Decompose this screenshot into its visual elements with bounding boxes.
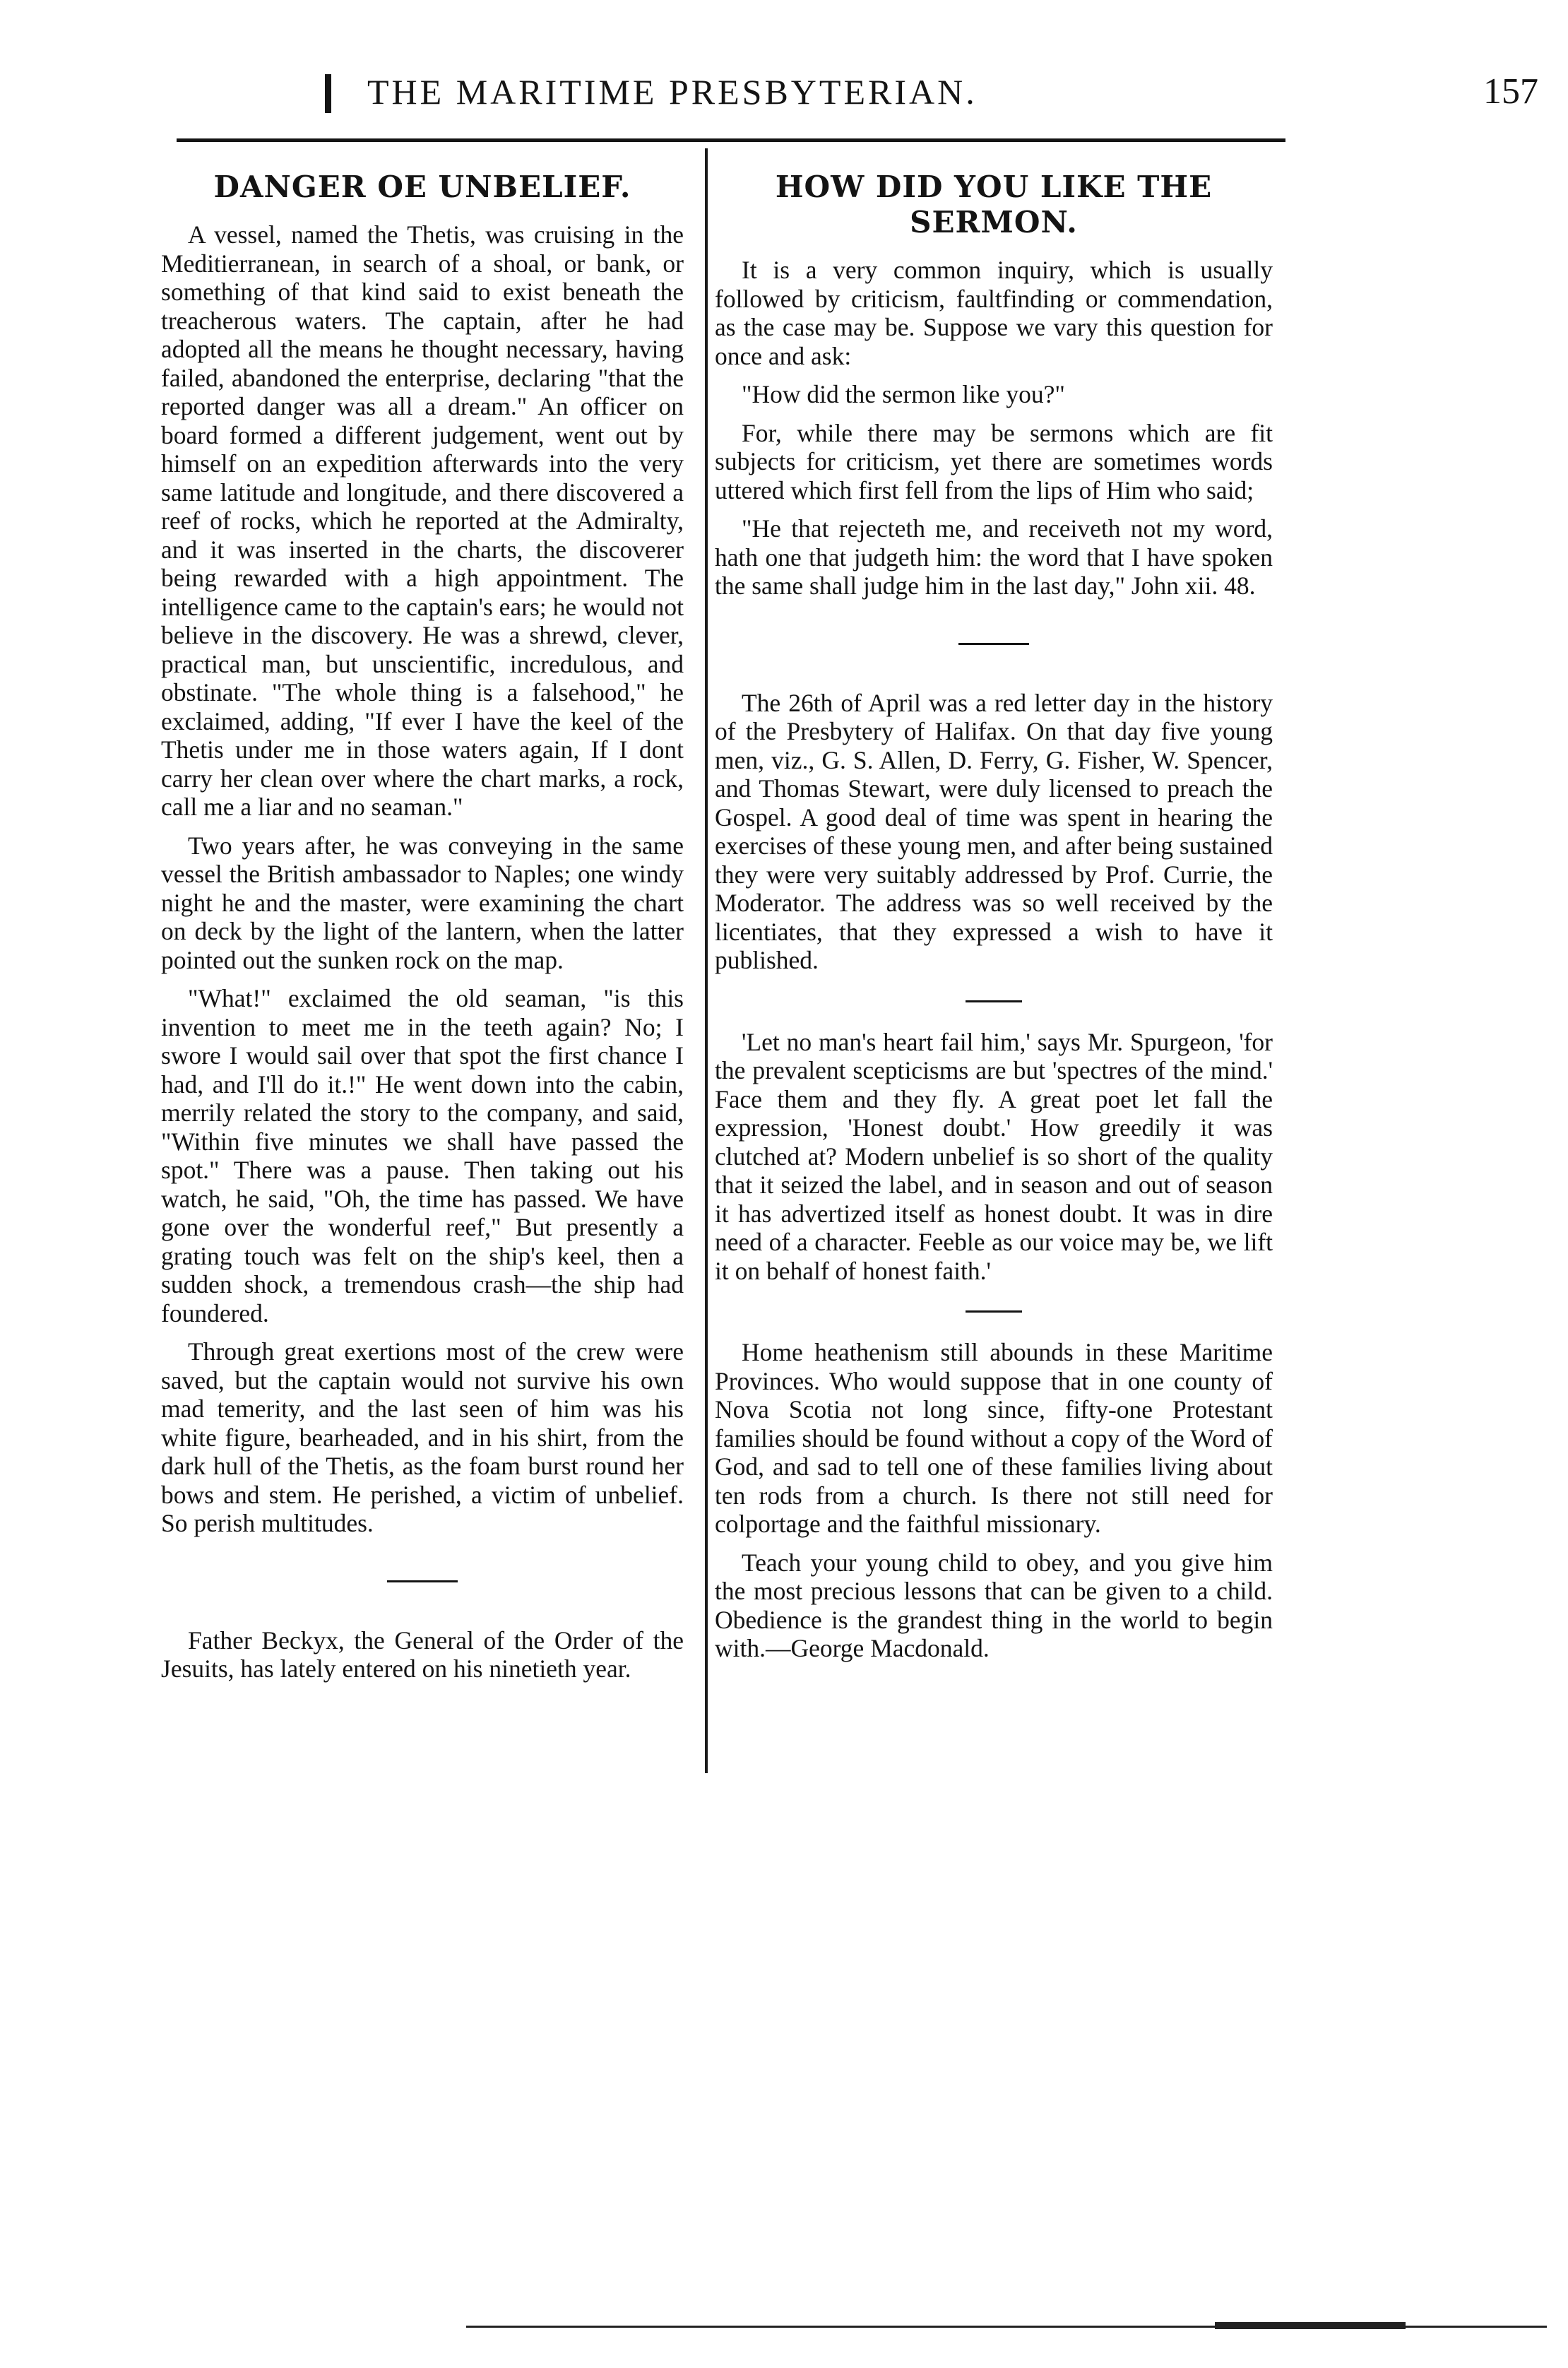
paragraph: 'Let no man's heart fail him,' says Mr. Spurgeon, 'for the prevalent scepticisms are but 'spectres of the mind.' Face them and they fly. A great poet let fall the expression, 'Honest doubt.' How greedily it was clutched at? Modern unbelief is so short of the quality that it seized the label, and in season and out of season it has advertized itself as honest doubt. It was in dire need of a character. Feeble as our voice may be, we lift it on behalf of honest faith.' (715, 1027, 1273, 1285)
paragraph: Teach your young child to obey, and you give him the most precious lessons that can be given to a child. Obedience is the grandest thing in the world to begin with.—George Macdonald. (715, 1548, 1273, 1662)
header-rule (177, 138, 1285, 142)
bottom-rule-thick (1215, 2322, 1406, 2329)
paragraph: "He that rejecteth me, and receiveth not my word, hath one that judgeth him: the word that I have spoken the same shall judge him in the last day," John xii. 48. (715, 514, 1273, 600)
paragraph: Home heathenism still abounds in these Maritime Provinces. Who would suppose that in one county of Nova Scotia not long since, fifty-one Protestant families should be found without a copy of the Word of God, and sad to tell one of these families living about ten rods from a church. Is there not still need for colportage and the faithful missionary. (715, 1338, 1273, 1538)
paragraph: A vessel, named the Thetis, was cruising in the Meditierranean, in search of a shoal, or bank, or something of that kind said to exist beneath the treacherous waters. The captain, after he had adopted all the means he thought necessary, having failed, abandoned the enterprise, declaring "that the reported danger was all a dream." An officer on board formed a different judgement, went out by himself on an expedition afterwards into the very same latitude and longitude, and there discovered a reef of rocks, which he reported at the Admiralty, and it was inserted in the charts, the discoverer being rewarded with a high appointment. The intelligence came to the captain's ears; he would not believe in the discovery. He was a shrewd, clever, practical man, but unscientific, incredulous, and obstinate. "The whole thing is a falsehood," he exclaimed, adding, "If ever I have the keel of the Thetis under me in those waters again, If I dont carry her clean over where the chart marks, a rock, call me a liar and no seaman." (161, 220, 684, 821)
paragraph: The 26th of April was a red letter day in the history of the Presbytery of Halifax. On that day five young men, viz., G. S. Allen, D. Ferry, G. Fisher, W. Spencer, and Thomas Stewart, were duly licensed to preach the Gospel. A good deal of time was spent in hearing the exercises of these young men, and after being sustained they were very suitably addressed by Prof. Currie, the Moderator. The address was so well received by the licentiates, that they expressed a wish to have it published. (715, 688, 1273, 974)
right-column (715, 170, 1273, 1673)
paragraph: Two years after, he was conveying in the same vessel the British ambassador to Naples; one windy night he and the master, were examining the chart on deck by the light of the lantern, when the latter pointed out the sunken rock on the map. (161, 831, 684, 974)
paragraph: "How did the sermon like you?" (742, 380, 1065, 408)
paragraph: Through great exertions most of the crew were saved, but the captain would not survive his own mad temerity, and the last seen of him was his white figure, bearheaded, and in his shirt, from the dark hull of the Thetis, as the foam burst round her bows and stem. He perished, a victim of unbelief. So perish multitudes. (161, 1337, 684, 1537)
section-separator (966, 1310, 1022, 1313)
section-separator (958, 643, 1029, 645)
paragraph: Father Beckyx, the General of the Order of the Jesuits, has lately entered on his ninetieth year. (161, 1626, 684, 1683)
page-number: 157 (1483, 71, 1538, 112)
paragraph: "What!" exclaimed the old seaman, "is this invention to meet me in the teeth again? No; I swore I would sail over that spot the first chance I had, and I'll do it.!" He went down into the cabin, merrily related the story to the company, and said, "Within five minutes we shall have passed the spot." There was a pause. Then taking out his watch, he said, "Oh, the time has passed. We have gone over the wonderful reef," But presently a grating touch was felt on the ship's keel, then a sudden shock, a tremendous crash—the ship had foundered. (161, 984, 684, 1327)
running-title: THE MARITIME PRESBYTERIAN. (367, 72, 978, 112)
page-header (0, 67, 1568, 124)
paragraph: For, while there may be sermons which are fit subjects for criticism, yet there are sometimes words uttered which first fell from the lips of Him who said; (715, 418, 1273, 504)
column-divider (705, 148, 708, 1773)
header-bar (325, 74, 331, 113)
paragraph: It is a very common inquiry, which is usually followed by criticism, faultfinding or commendation, as the case may be. Suppose we vary this question for once and ask: (715, 256, 1273, 370)
left-column (161, 170, 684, 1693)
section-separator (387, 1580, 458, 1582)
section-separator (966, 1000, 1022, 1002)
article-heading-danger-of-unbelief: DANGER OE UNBELIEF. (213, 170, 631, 204)
article-heading-sermon: HOW DID YOU LIKE THE SERMON. (775, 170, 1213, 239)
